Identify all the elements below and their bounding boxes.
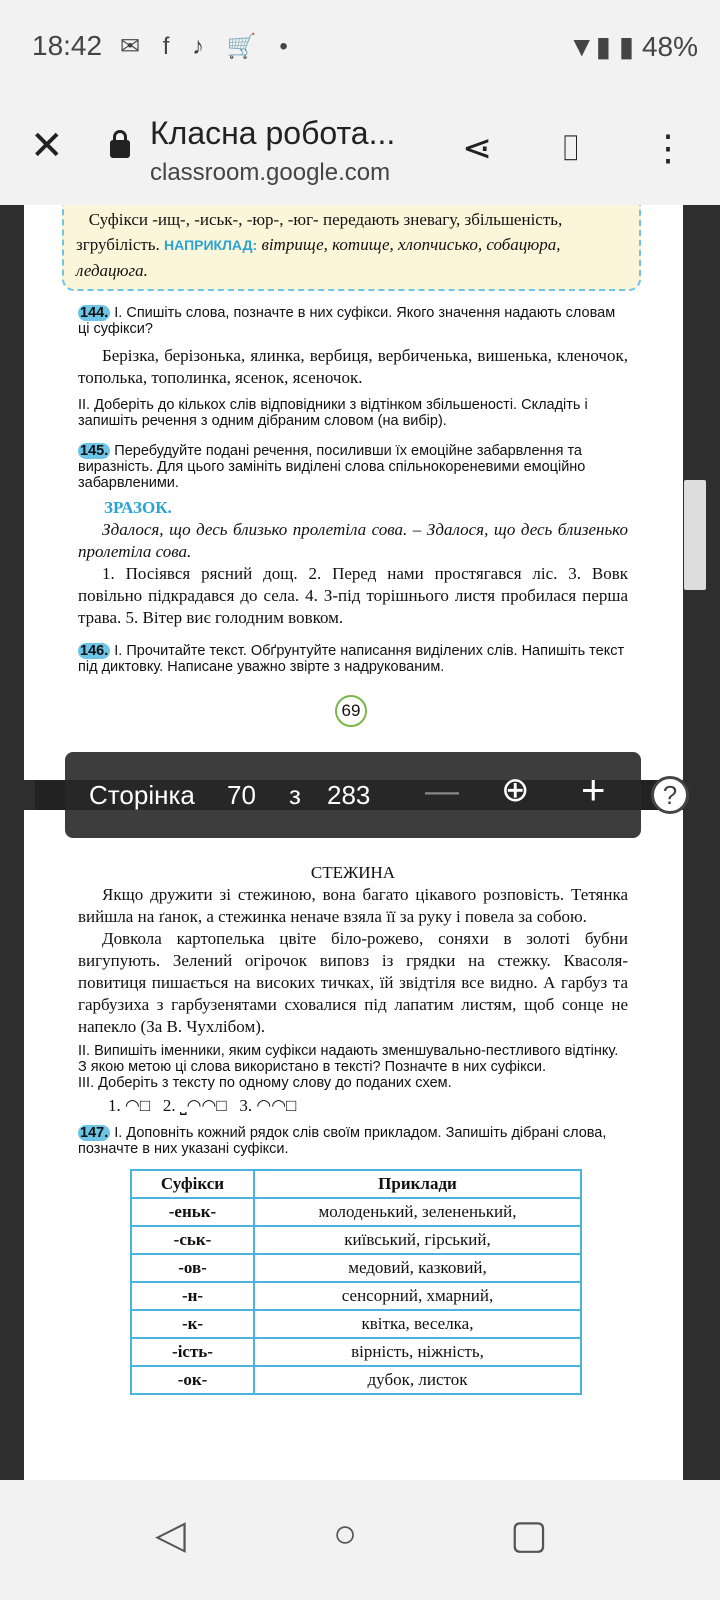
exercise-145 (78, 443, 628, 491)
table-row: -ов- медовий, казковий, (131, 1254, 581, 1282)
share-icon[interactable]: ⋖ (462, 127, 493, 168)
browser-header (0, 95, 720, 205)
battery-level: 48% (641, 31, 698, 62)
notification-icons: ✉ f ♪ 🛒 • (120, 33, 296, 60)
suffix-table (130, 1169, 582, 1395)
rule-box (62, 205, 641, 291)
status-time: 18:42 (32, 30, 103, 61)
zoom-icon[interactable]: ⊕ (501, 771, 530, 809)
table-row: -н- сенсорний, хмарний, (131, 1282, 581, 1310)
back-icon[interactable]: ◁ (155, 1513, 186, 1557)
page-label: Сторінка (89, 780, 195, 810)
story-title: СТЕЖИНА (310, 863, 396, 882)
scheme-label: 3. (239, 1096, 253, 1115)
current-page-input[interactable]: 70 (227, 780, 256, 810)
more-menu-icon[interactable]: ⋮ (650, 127, 686, 168)
home-icon[interactable]: ○ (333, 1512, 358, 1556)
page-title: Класна робота... (150, 115, 396, 151)
task-text: І. Доповніть кожний рядок слів своїм прикладом. Запишіть дібрані слова, позначте в них указані суфікси. (78, 1125, 607, 1157)
exercise-number: 146. (80, 643, 109, 659)
status-bar (0, 0, 720, 95)
recents-icon[interactable]: ▢ (510, 1513, 548, 1557)
example-label: НАПРИКЛАД: (164, 237, 258, 253)
story-paragraph: Довкола картопелька цвіте біло-рожево, соняхи в золоті бубни вигупують. Зелений огірочок виповз із грядки на стежку. Квасоля-повитиця пишається на високих тичках, їй звідтіля все видно. А гарбуз та гарбузиха з гарбузенятами сховалися під лапатим листям, щоб сонце не напекло (За В. Чухлібом). (78, 929, 628, 1036)
page-70 (24, 810, 683, 1480)
page-number: 69 (335, 695, 367, 727)
lock-icon (110, 140, 130, 158)
page-url[interactable]: classroom.google.com (150, 159, 391, 186)
table-header: Суфікси (131, 1170, 254, 1198)
task-text: ІІ. Доберіть до кількох слів відповідники з відтінком збільшеності. Складіть і запишіть речення з одним дібраним словом (на вибір). (78, 397, 588, 429)
total-pages: 283 (327, 780, 371, 810)
exercise-146 (78, 643, 628, 675)
word-list: Берізка, берізонька, ялинка, вербиця, вербиченька, вишенька, кленочок, тополька, тополинка, ясенок, ясеночок. (78, 346, 628, 387)
exercise-147 (78, 1125, 628, 1157)
table-row: -к- квітка, веселка, (131, 1310, 581, 1338)
task-text: І. Прочитайте текст. Обґрунтуйте написання виділених слів. Напишіть текст під диктовку. Написане уважно звірте з надрукованим. (78, 643, 625, 675)
story-paragraph: Якщо дружити зі стежиною, вона багато цікавого розповість. Тетянка вийшла на ґанок, а стежинка неначе взяла її за руку і повела за собою. (78, 885, 628, 926)
table-row: -ість- вірність, ніжність, (131, 1338, 581, 1366)
page-69 (24, 205, 683, 780)
task-text: Перебудуйте подані речення, посиливши їх емоційне забарвлення та виразність. Для цього замініть виділені слова спільнокореневими емоційно забарвленими. (78, 443, 586, 491)
sentences: 1. Посіявся рясний дощ. 2. Перед нами простягався ліс. 3. Вовк повільно підкрадався до села. 4. З-під торішнього листя пробилася перша трава. 5. Вітер виє голодним вовком. (78, 564, 628, 627)
bookmark-icon[interactable]: ⌷ (560, 127, 582, 168)
exercise-144 (78, 305, 628, 337)
scrollbar-thumb[interactable] (684, 480, 706, 590)
sample-label: ЗРАЗОК. (104, 498, 172, 517)
help-icon[interactable]: ? (651, 776, 689, 814)
zoom-out-button[interactable]: — (425, 772, 459, 810)
task-text: ІІ. Випишіть іменники, яким суфікси надають зменшувально-пестливого відтінку. З якою метою ці слова використано в тексті? Позначте в них суфікси. (78, 1043, 619, 1075)
task-text: І. Спишіть слова, позначте в них суфікси. Якого значення надають словам ці суфікси? (78, 305, 616, 337)
scheme-label: 1. (108, 1096, 121, 1115)
exercise-number: 147. (80, 1125, 109, 1141)
sample-text: Здалося, що десь близько пролетіла сова. – Здалося, що десь близенько пролетіла сова. (78, 520, 628, 561)
schemes: 1. ◠□ 2. ⎵◠◠□ 3. ◠◠□ (108, 1096, 297, 1115)
table-row: -ськ- київський, гірський, (131, 1226, 581, 1254)
table-header: Приклади (254, 1170, 581, 1198)
of-label: з (289, 780, 301, 810)
zoom-in-button[interactable]: + (581, 766, 606, 813)
exercise-number: 144. (80, 305, 109, 321)
rule-text: Суфікси -ищ-, -иськ-, -юр-, -юг- передають зневагу, збільшеність, згрубілість. (76, 210, 563, 254)
close-icon[interactable]: ✕ (30, 124, 64, 168)
android-nav-bar (0, 1480, 720, 1600)
pdf-viewer[interactable] (0, 205, 720, 1480)
task-text: ІІІ. Доберіть з тексту по одному слову до поданих схем. (78, 1075, 452, 1091)
rule-examples: вітрище, котище, хлопчисько, собацюра, ледацюга. (76, 235, 561, 280)
exercise-number: 145. (80, 443, 109, 459)
table-row: -еньк- молоденький, зелененький, (131, 1198, 581, 1226)
page-toolbar (65, 752, 641, 838)
status-right: ▼▮ ▮ 48% (567, 31, 698, 62)
table-row: -ок- дубок, листок (131, 1366, 581, 1394)
scheme-label: 2. (162, 1096, 176, 1115)
